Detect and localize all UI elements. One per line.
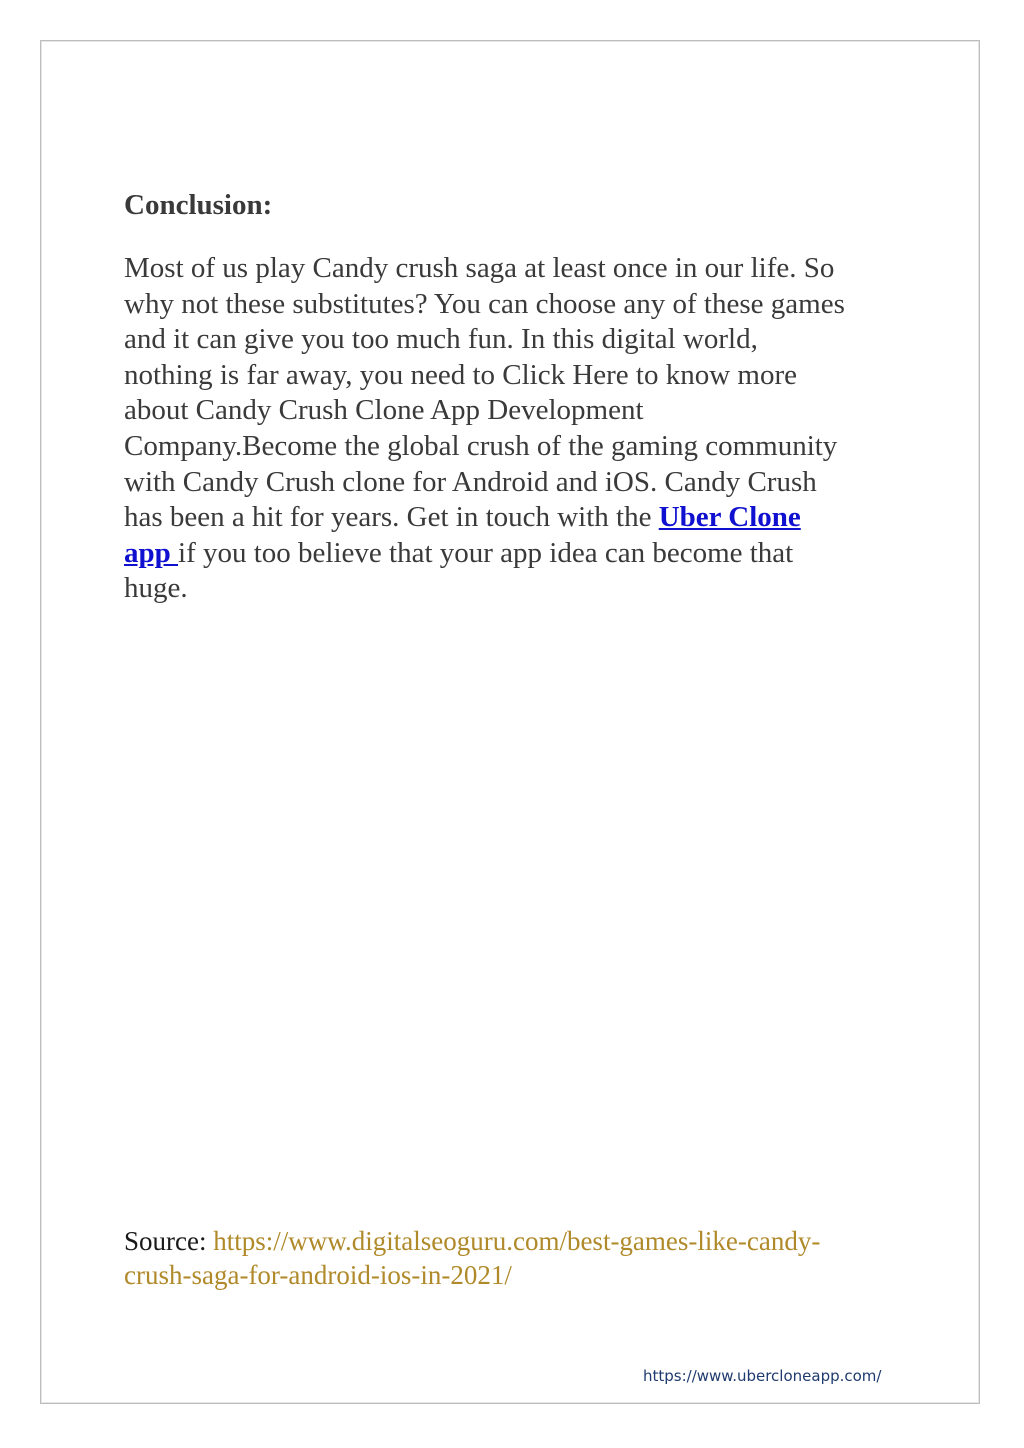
source-url-link[interactable]: https://www.digitalseoguru.com/best-games-like-candy- bbox=[213, 1226, 821, 1256]
paragraph-line-with-link bbox=[124, 536, 904, 572]
source-line bbox=[124, 1258, 904, 1292]
paragraph-line: about Candy Crush Clone App Development bbox=[124, 394, 644, 427]
paragraph-line: nothing is far away, you need to Click Here to know more bbox=[124, 358, 798, 391]
paragraph-line: why not these substitutes? You can choose any of these games bbox=[124, 287, 845, 320]
source-url-link-continued[interactable]: crush-saga-for-android-ios-in-2021/ bbox=[124, 1260, 512, 1290]
paragraph-line: Most of us play Candy crush saga at least once in our life. So bbox=[124, 252, 835, 284]
paragraph-line: Company.Become the global crush of the gaming community bbox=[124, 429, 838, 462]
footer-url-link[interactable]: https://www.ubercloneapp.com/ bbox=[643, 1367, 882, 1385]
paragraph-line: with Candy Crush clone for Android and iOS. Candy Crush bbox=[124, 465, 817, 498]
source-label: Source: bbox=[124, 1226, 214, 1256]
page-border bbox=[40, 40, 980, 1404]
source-line bbox=[124, 1224, 904, 1258]
conclusion-paragraph bbox=[124, 251, 904, 607]
paragraph-line: and it can give you too much fun. In this digital world, bbox=[124, 323, 758, 356]
section-heading: Conclusion: bbox=[124, 189, 273, 221]
paragraph-line-with-link bbox=[124, 500, 904, 536]
paragraph-text: if you too believe that your app idea can become that bbox=[178, 536, 794, 569]
uber-clone-link-continued[interactable]: app bbox=[124, 536, 179, 569]
paragraph-text: has been a hit for years. Get in touch with the bbox=[124, 501, 659, 534]
uber-clone-link[interactable]: Uber Clone bbox=[658, 501, 801, 534]
paragraph-line: huge. bbox=[124, 572, 188, 605]
source-citation bbox=[124, 1224, 904, 1292]
